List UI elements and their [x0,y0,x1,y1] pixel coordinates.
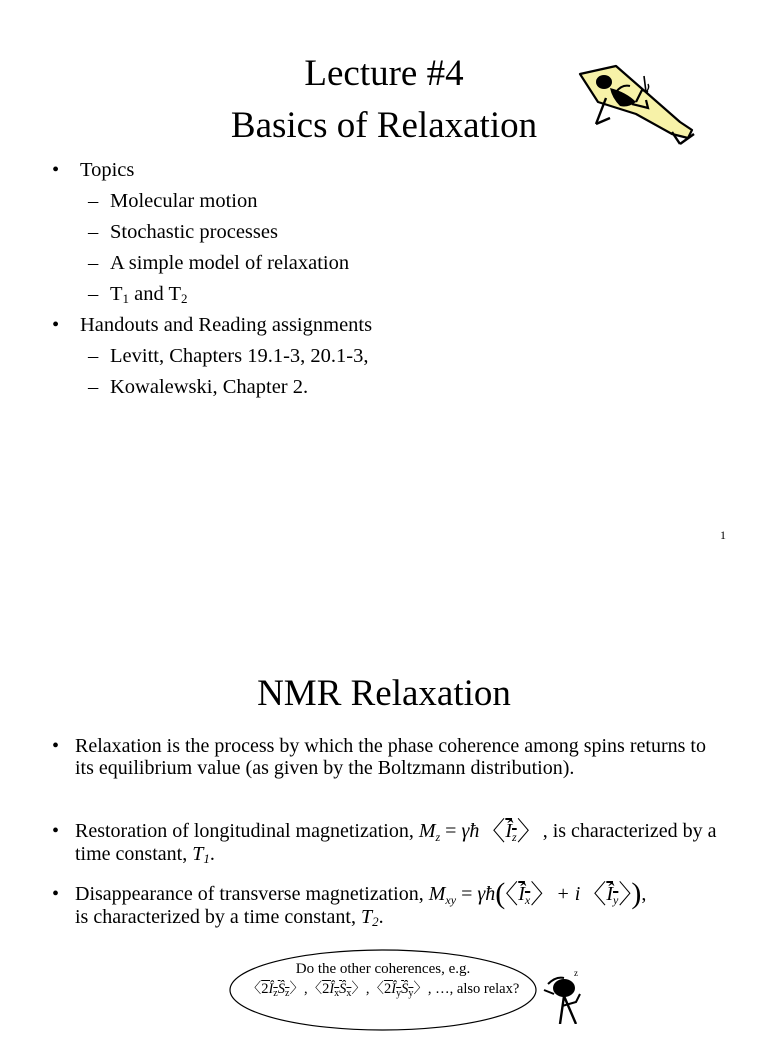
topic-item: – A simple model of relaxation [52,248,372,279]
reading-item: – Kowalewski, Chapter 2. [52,372,372,403]
ix-subscript: x [524,893,531,907]
right-angle: 〉 [530,880,557,909]
page-number: 1 [720,528,726,542]
i-operator: Î [505,820,513,842]
bullet-topics: • Topics [52,155,372,186]
slide-title: NMR Relaxation [257,673,511,714]
coherence-operators: 〈$2Î_zŜ_z$〉,〈$2Î_xŜ_x$〉,〈$2Î_yŜ_y$〉 [246,981,428,999]
equals-sign: = [456,883,478,905]
bullet-handouts: • Handouts and Reading assignments [52,310,372,341]
xy-subscript: xy [445,893,457,907]
relaxing-person-lounge-chair-illustration [576,62,700,146]
bubble-question-line1: Do the other coherences, e.g. [295,961,471,977]
comma: , [641,883,647,905]
thought-bubble [228,948,538,1024]
transverse-text: Disappearance of transverse magnetization, [75,883,424,905]
t2-subscript: 2 [372,914,379,929]
t-symbol: T [110,283,123,305]
iy-subscript: y [613,893,619,907]
period: . [209,843,215,865]
plus-i: + i [556,883,581,905]
left-angle: 〈 [479,817,506,846]
m-symbol: M [418,820,436,842]
lecture-subject-title: Basics of Relaxation [230,105,538,146]
gamma-hbar: γħ [461,820,480,842]
m-symbol: M [428,883,446,905]
i-operator: Î [606,883,614,905]
longitudinal-text: Restoration of longitudinal magnetization, [75,820,414,842]
topic-item-t1-t2 [52,279,372,310]
z-subscript: z [435,830,441,844]
thinking-person-illustration [540,966,590,1024]
topic-item: – Stochastic processes [52,217,372,248]
left-angle: 〈 [580,880,607,909]
i-operator: Î [518,883,525,905]
right-paren: ) [631,877,642,910]
t1-subscript: 1 [203,851,210,866]
gamma-hbar: γħ [477,883,496,905]
transverse-text-cont: is characterized by a time constant, [75,906,356,928]
mxy-equation [428,877,647,910]
bubble-question-line2 [228,980,538,998]
right-angle: 〉 [618,880,632,909]
bubble-tail-text: , …, also relax? [427,981,520,997]
equals-sign: = [440,820,462,842]
topic-item: – Molecular motion [52,186,372,217]
lecture-number-title: Lecture #4 [304,53,464,94]
and-t-text: and T [129,283,182,305]
t2-subscript: 2 [181,291,188,306]
left-angle: 〈 [505,880,519,909]
t1-subscript: 1 [122,291,130,306]
longitudinal-text-cont: , is characterized by a time constant, [75,820,717,865]
t-symbol: T [192,843,204,865]
svg-text:z: z [574,968,578,978]
period: . [378,906,384,928]
mz-equation [418,817,543,846]
t-symbol: T [361,906,373,928]
topics-and-assignments-list [52,155,372,403]
transverse-paragraph [52,877,725,929]
longitudinal-paragraph [52,817,725,866]
right-angle: 〉 [516,817,543,846]
reading-item: – Levitt, Chapters 19.1-3, 20.1-3, [52,341,372,372]
left-paren: ( [495,877,506,910]
definition-paragraph: • Relaxation is the process by which the phase coherence among spins returns to its equilibrium value (as given by the Boltzmann distribution). [52,735,725,779]
iz-subscript: z [512,830,517,844]
